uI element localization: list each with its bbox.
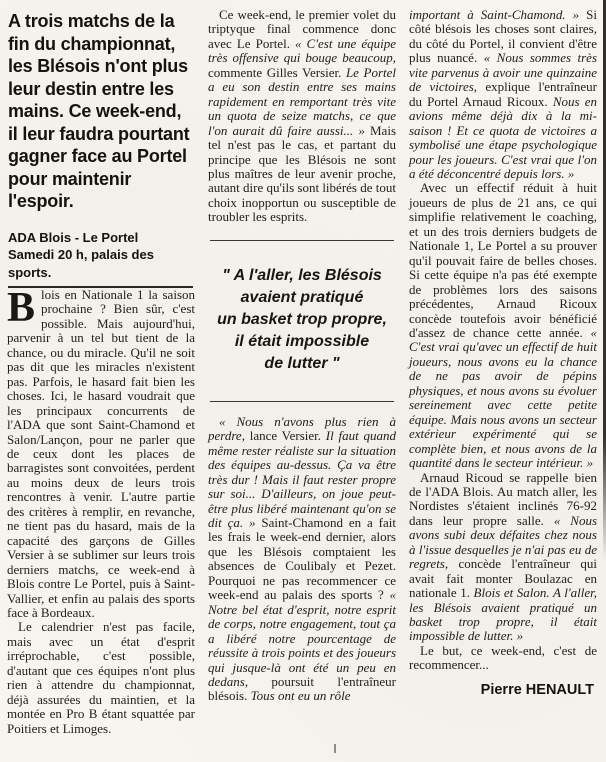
pull-quote-line: un basket trop propre,	[217, 310, 387, 328]
body-paragraph: « Nous n'avons plus rien à perdre, lance Versier. Il faut quand même rester réaliste sur la situation des équipes au-dessus. Ça va être très dur ! Mais il faut rester propre sur soi... D'ailleurs, on joue peut-être plus libéré maintenant qu'on se dit ça. » Saint-Chamond en a fait les frais le week-end dernier, alors que les Blésois comptaient les absences de Coulibaly et Pezet. Pourquoi ne pas recommencer ce week-end au palais des sports ? « Notre bel état d'esprit, notre esprit de corps, notre engagement, tout ça a libéré notre pourcentage de réussite à trois points et des joueurs qui jusque-là ont été un peu en dedans, poursuit l'entraîneur blésois. Tous ont eu un rôle	[208, 413, 396, 704]
body-paragraph	[7, 285, 195, 620]
match-info-teams: ADA Blois - Le Portel	[8, 229, 139, 245]
body-paragraph: Ce week-end, le premier volet du triptyque final commence donc avec Le Portel. « C'est une équipe très offensive qui bouge beaucoup, commente Gilles Versier. Le Portel a eu son destin entre ses mains rapidement en remportant très vite un quota de seize matchs, ce que l'on aurait dû faire aussi... » Mais tel n'est pas le cas, et partant du principe que les Blésois ne sont plus maîtres de leur avenir proche, autant dire qu'ils sont libérés de tout choix inopportun ou susceptible de troubler les esprits.	[208, 7, 396, 225]
column-3	[409, 8, 597, 736]
match-info-schedule: Samedi 20 h, palais des sports.	[8, 247, 154, 280]
pull-quote	[210, 240, 394, 402]
byline: Pierre HENAULT	[480, 681, 594, 698]
pull-quote-line: avaient pratiqué	[240, 288, 364, 306]
match-info	[8, 229, 193, 289]
body-paragraph: Avec un effectif réduit à huit joueurs de plus de 21 ans, ce qui simplifie relativement le coaching, et un des trois derniers budgets de Nationale 1, Le Portel a su prouver qu'il pouvait faire de belles choses. Si cette équipe n'a pas été exempte de problèmes lors des saisons précédentes, Arnaud Ricoux concède toutefois avoir bénéficié d'assez de chance cette année. « C'est vrai qu'avec un effectif de huit joueurs, nous avons eu la chance de ne pas avoir de pépins physiques, et nous avons su évoluer sereinement avec cette petite équipe. Mais nous avons un secteur extérieur expérimenté qui se complète bien, et nous avons de la quantité dans le secteur intérieur. »	[409, 180, 597, 471]
column-2	[208, 8, 396, 736]
body-paragraph: Arnaud Ricoud se rappelle bien de l'ADA Blois. Au match aller, les Nordistes s'étaient inclinés 76-92 dans leur propre salle. « Nous avons subi deux défaites chez nous à l'issue desquelles je n'ai pas eu de regrets, concède l'entraîneur qui avait fait monter Boulazac en nationale 1. Blois et Salon. A l'aller, les Blésois avaient pratiqué un basket trop propre, il était impossible de lutter. »	[409, 469, 598, 644]
pull-quote-line: " A l'aller, les Blésois	[222, 266, 382, 284]
paragraph-text: lois en Nationale 1 la saison prochaine ? Bien sûr, c'est possible. Mais aujourd'hui, parvenir à un tel but tient de la chance, ou du miracle. Qu'il ne soit pas dit que les miracles n'existent pas. Parfois, le hasard fait bien les choses. Ici, le hasard voudrait que les principaux concurrents de l'ADA que sont Saint-Chamond et Salon/Lançon, pour ne parler que de ceux dont les places de barragistes sont convoitées, perdent au moins deux de leurs trois rencontres à venir. L'autre partie des critères à remplir, en revanche, ne tient pas du hasard, mais de la capacité des garçons de Gilles Versier à se sublimer sur leurs trois derniers matchs, ce week-end à Blois contre Le Portel, puis à Saint-Vallier, et enfin au palais des sports face à Bordeaux.	[7, 287, 195, 620]
body-paragraph: Le calendrier n'est pas facile, mais avec un état d'esprit irréprochable, c'est possible, d'autant que ces équipes n'ont plus rien à attendre du championnat, déjà assurées du maintien, et la montée en Pro B étant squattée par Poitiers et Limoges.	[7, 619, 195, 736]
scan-tick-artifact	[334, 744, 336, 753]
drop-cap: B	[7, 285, 36, 331]
body-paragraph: Le but, ce week-end, c'est de recommencer...	[409, 642, 597, 673]
column-1	[7, 8, 195, 736]
pull-quote-line: il était impossible	[234, 332, 370, 350]
pull-quote-line: de lutter "	[264, 354, 340, 372]
standfirst: A trois matchs de la fin du championnat, les Blésois n'ont plus leur destin entre les mains. Ce week-end, il leur faudra pourtant gagner face au Portel pour maintenir l'espoir.	[8, 11, 190, 211]
body-paragraph: important à Saint-Chamond. » Si côté blésois les choses sont claires, du côté du Portel, il convient d'être plus nuancé. « Nous sommes très vite parvenus à avoir une quinzaine de victoires, explique l'entraîneur du Portel Arnaud Ricoux. Nous en avions même déjà dix à la mi-saison ! Et ce quota de victoires a symbolisé une étape psychologique pour les joueurs. C'est vrai que l'on a été déconcentré depuis lors. »	[409, 7, 597, 181]
